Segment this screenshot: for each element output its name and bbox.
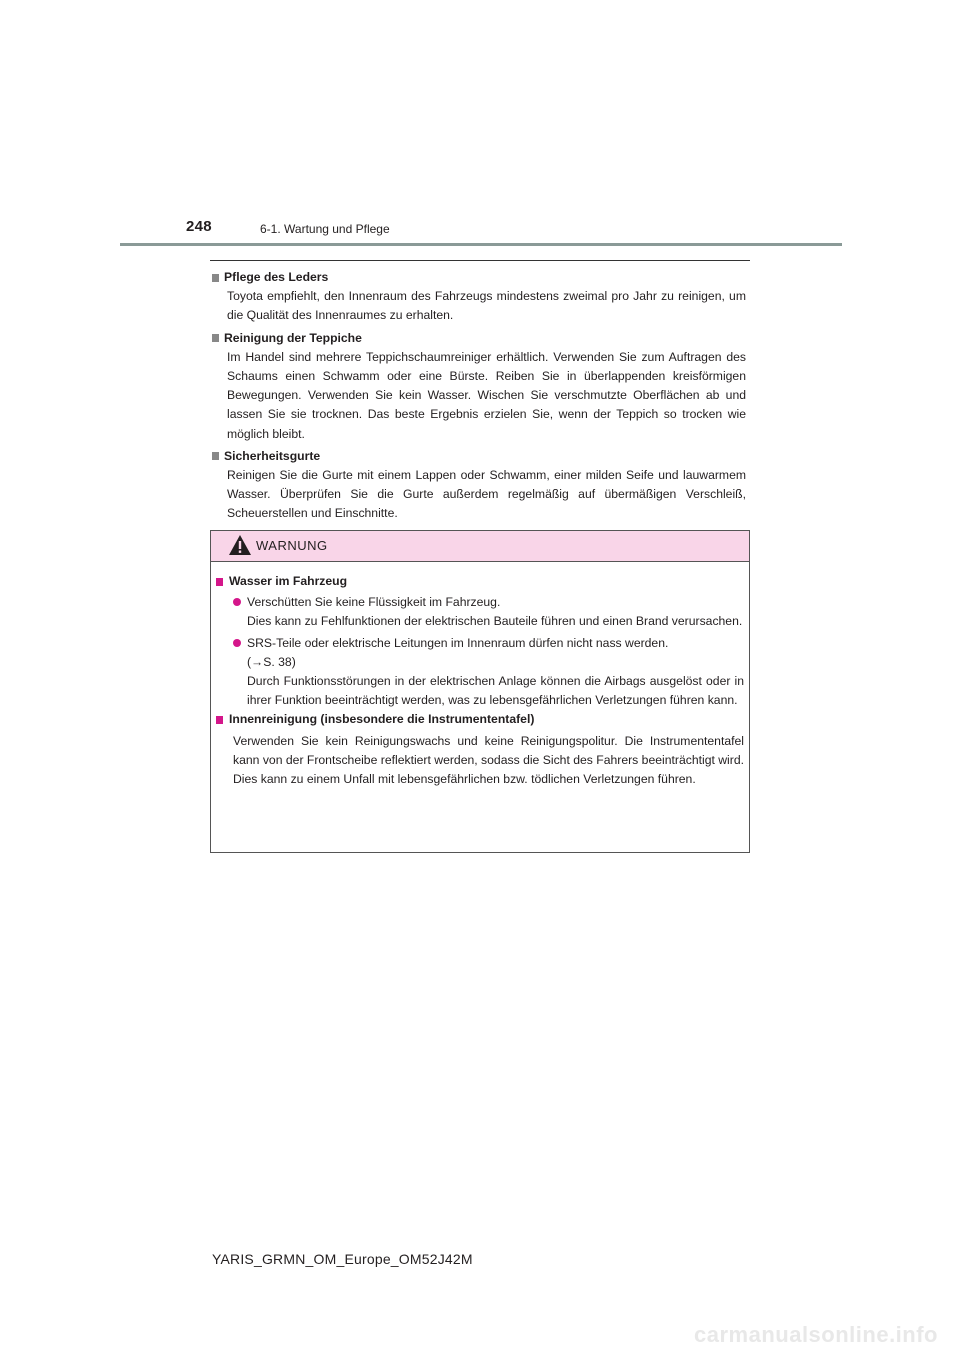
warning-item-heading: Innenreinigung (insbesondere die Instrumententafel) [229,712,535,727]
header-rule [120,243,842,246]
warning-box [210,530,750,853]
square-bullet-icon [216,716,223,724]
warning-item-heading: Wasser im Fahrzeug [229,574,348,588]
warning-title: WARNUNG [256,538,328,553]
square-bullet-icon [212,452,219,460]
circle-bullet-icon [233,598,241,606]
square-bullet-icon [216,578,223,586]
section-heading: Pflege des Leders [224,270,329,284]
warning-item-text: Verwenden Sie kein Reinigungswachs und keine Reinigungspolitur. Die Instrumententafel kann von der Frontscheibe reflektiert werden, sodass die Sicht des Fahrers beeinträchtigt wird. Dies kann zu einem Unfall mit lebensgefährlichen bzw. tödlichen Verletzungen führen. [233,733,744,787]
section-text: Im Handel sind mehrere Teppichschaumreiniger erhältlich. Verwenden Sie zum Auftragen des Schaums einen Schwamm oder eine Bürste. Reiben Sie in überlappenden kreisförmigen Bewegungen. Verwenden Sie kein Wasser. Wischen Sie verschmutzte Oberflächen ab und lassen Sie sie trocknen. Das beste Ergebnis erzielen Sie, wenn der Teppich so trocken wie möglich bleibt. [227,349,746,441]
list-item: Verschütten Sie keine Flüssigkeit im Fahrzeug. Dies kann zu Fehlfunktionen der elektrischen Bauteile führen und einen Brand verursachen. [233,593,744,631]
document-id: YARIS_GRMN_OM_Europe_OM52J42M [212,1251,473,1267]
section-heading: Sicherheitsgurte [224,448,321,463]
warning-item [216,710,744,789]
section-text: Reinigen Sie die Gurte mit einem Lappen oder Schwamm, einer milden Seife und lauwarmem Wasser. Überprüfen Sie die Gurte außerdem regelmäßig auf übermäßigen Verschleiß, Scheuerstellen und Einschnitte. [227,468,746,521]
content-rule [210,260,750,261]
section-carpets [211,329,746,444]
section-seatbelts [211,447,746,524]
section-text: Toyota empfiehlt, den Innenraum des Fahrzeugs mindestens zweimal pro Jahr zu reinigen, um die Qualität des Innenraumes zu erhalten. [227,289,746,323]
page-reference[interactable]: (→S. 38) [247,654,296,669]
watermark: carmanualsonline.info [694,1322,938,1347]
circle-bullet-icon [233,639,241,647]
list-item: SRS-Teile oder elektrische Leitungen im Innenraum dürfen nicht nass werden. (→S. 38) Durch Funktionsstörungen in der elektrischen Anlage können die Airbags ausgelöst oder in ihrer Funktion beeinträchtigt werden, was zu lebensgefährlichen Verletzungen führen kann. [233,634,744,711]
section-leather [211,268,746,326]
square-bullet-icon [212,274,219,282]
warning-triangle-icon [228,534,252,556]
warning-content [216,572,744,789]
page-number: 248 [186,218,212,235]
main-content [211,268,746,527]
section-heading: Reinigung der Teppiche [224,330,362,345]
warning-header [211,531,749,562]
warning-item [216,572,744,710]
square-bullet-icon [212,334,219,342]
section-title: 6-1. Wartung und Pflege [260,222,390,236]
